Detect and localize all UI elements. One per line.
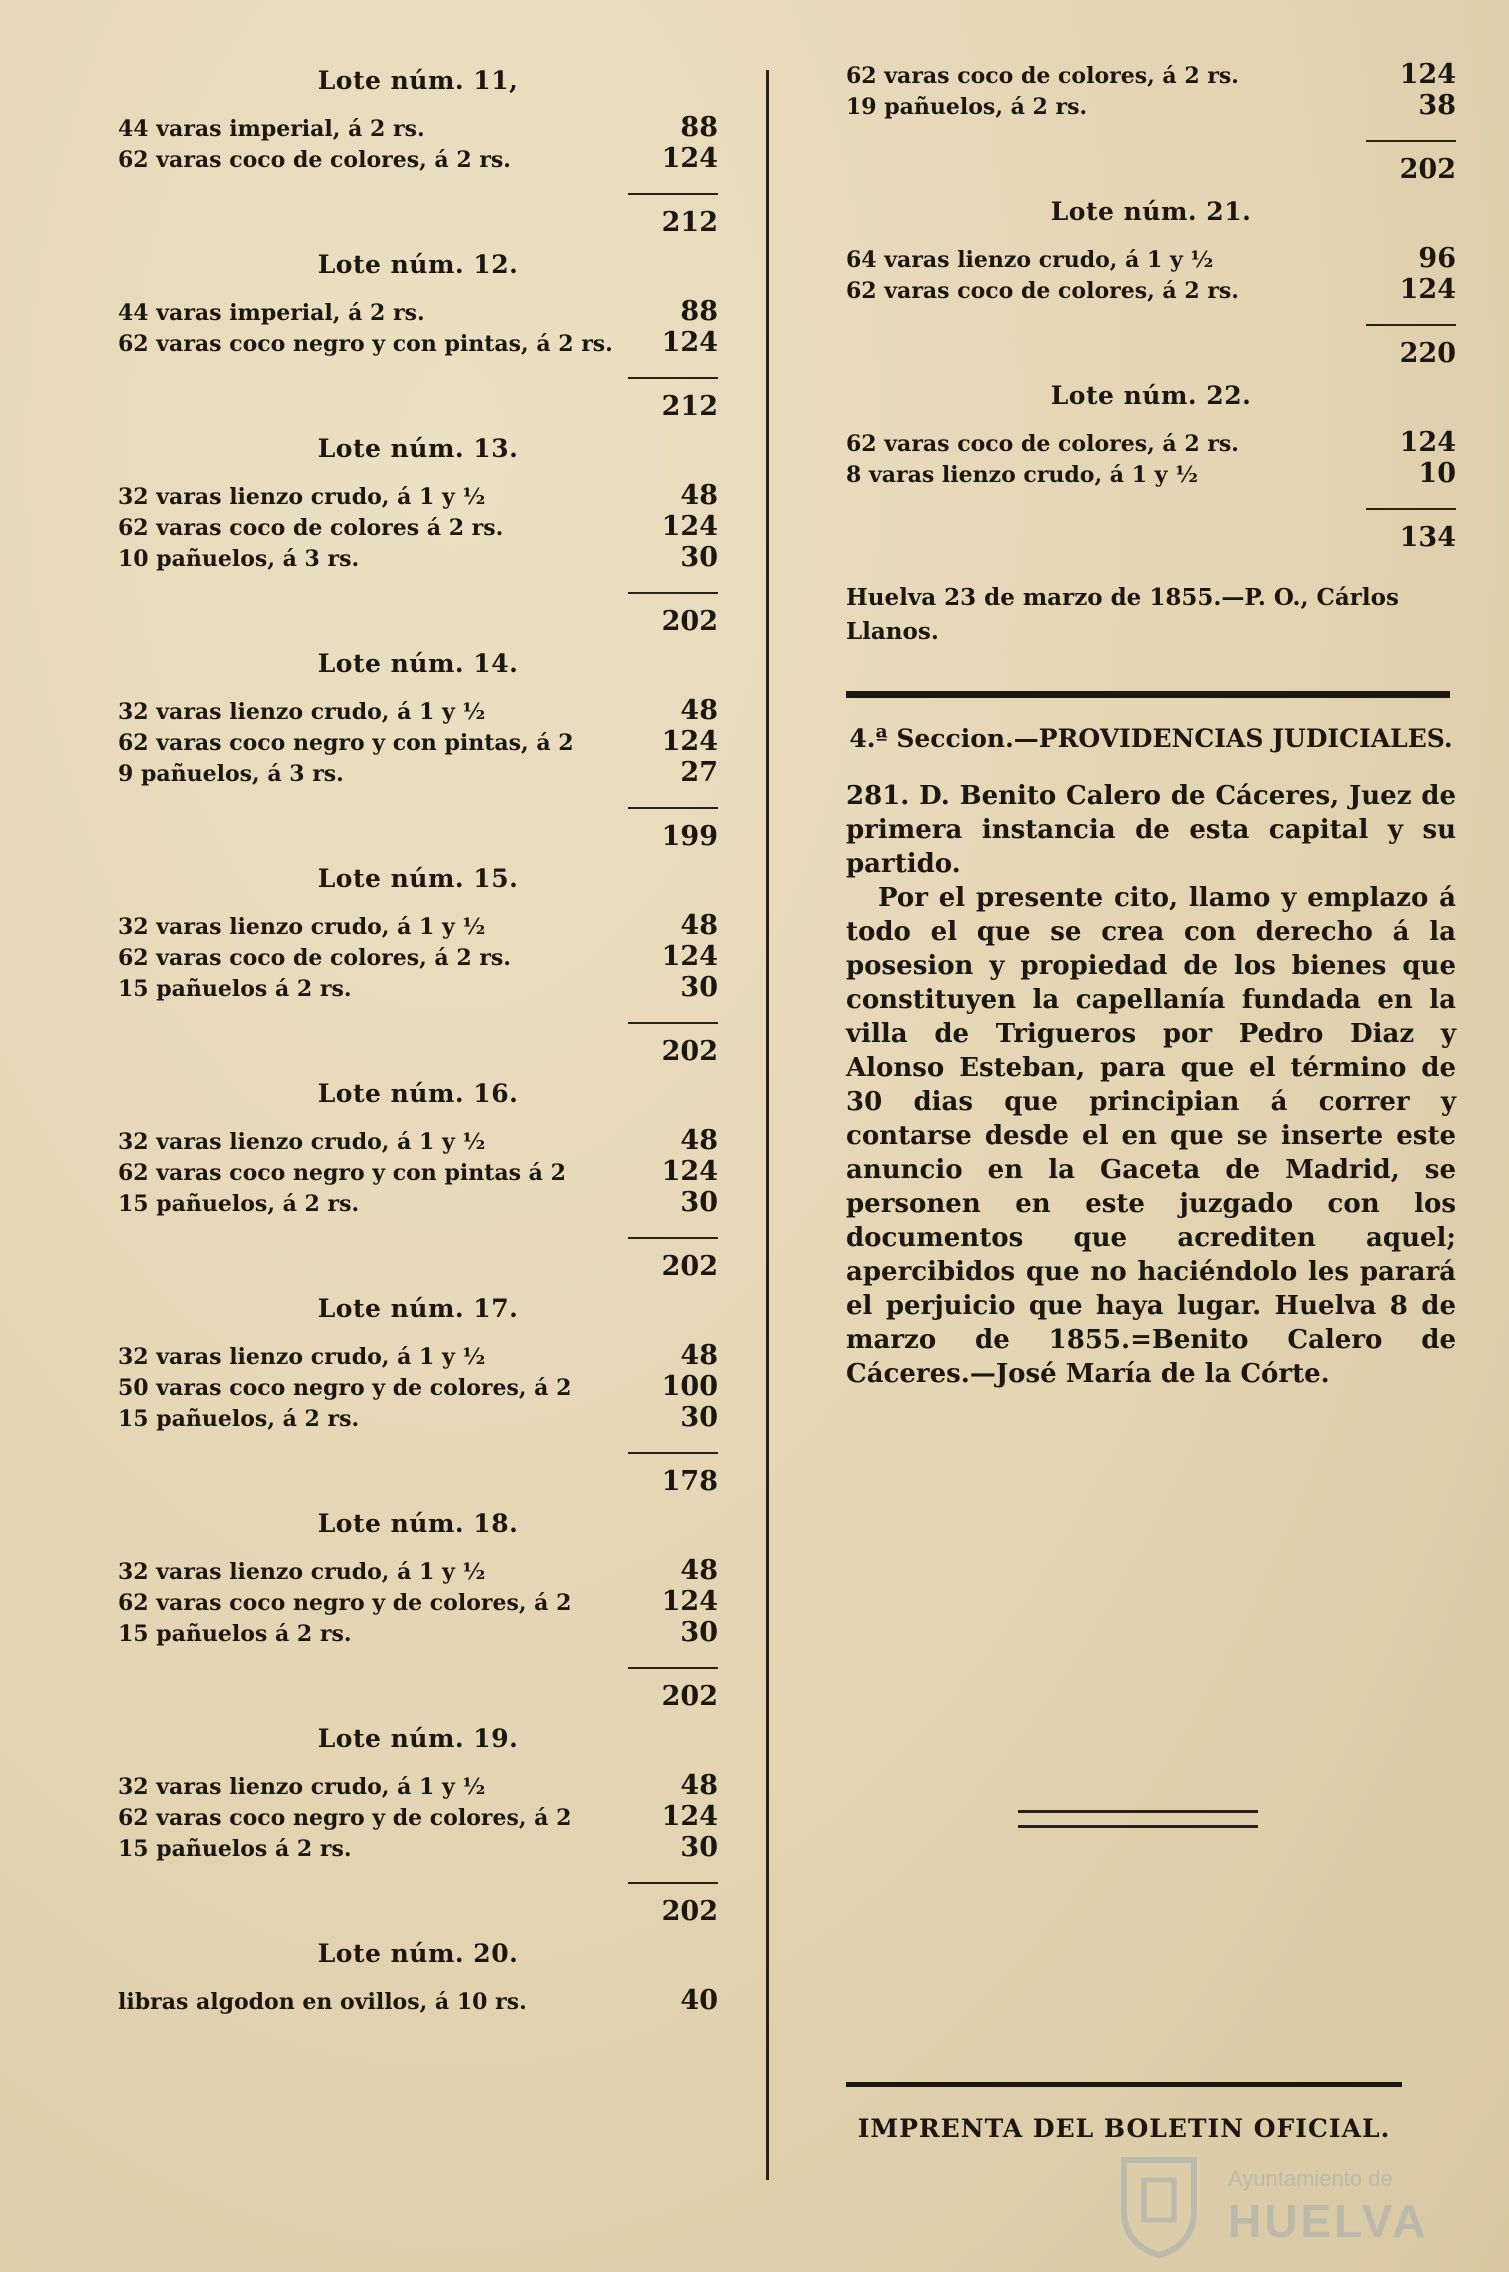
column-divider: [766, 70, 769, 2180]
item-description: 19 pañuelos, á 2 rs.: [846, 94, 1088, 120]
lot-item: [118, 727, 718, 758]
lot-block: [118, 434, 718, 637]
lot-item: [118, 1403, 718, 1434]
notice-heading: D. Benito Calero de Cáceres, Juez de primera instancia de esta capital y su partido.: [846, 781, 1456, 879]
notice-body: Por el presente cito, llamo y emplazo á todo el que se crea con derecho á la posesion y propiedad de los bienes que constituyen la capellanía fundada en la villa de Trigueros por Pedro Diaz y Alonso Esteban, para que el término de 30 dias que principian á correr y contarse desde el en que se inserte este anuncio en la Gaceta de Madrid, se personen en este juzgado con los documentos que acrediten aquel; apercibidos que no haciéndolo les parará el perjuicio que haya lugar. Huelva 8 de marzo de 1855.=Benito Calero de Cáceres.—José María de la Córte.: [846, 883, 1456, 1389]
coat-of-arms-icon: [1104, 2150, 1214, 2260]
item-amount: 30: [680, 542, 718, 573]
item-description: 15 pañuelos, á 2 rs.: [118, 1406, 360, 1432]
lot-item: [118, 512, 718, 543]
printer-imprint: IMPRENTA DEL BOLETIN OFICIAL.: [857, 2114, 1391, 2143]
item-description: 62 varas coco de colores á 2 rs.: [118, 515, 504, 541]
lot-total-row: [118, 1653, 718, 1712]
lot-title: Lote núm. 22.: [1050, 381, 1252, 410]
spacer: [118, 2017, 718, 2025]
lot-item: [846, 459, 1456, 490]
item-description: 32 varas lienzo crudo, á 1 y ½: [118, 914, 486, 940]
lot-title: Lote núm. 15.: [317, 864, 519, 893]
lot-title: Lote núm. 12.: [317, 250, 519, 279]
item-amount: 124: [1399, 274, 1456, 305]
item-amount: 48: [680, 695, 718, 726]
item-description: 62 varas coco de colores, á 2 rs.: [118, 147, 511, 173]
item-amount: 124: [661, 1801, 718, 1832]
signature-line: Huelva 23 de marzo de 1855.—P. O., Cárlos Llanos.: [846, 584, 1399, 645]
lot-total: 134: [1366, 508, 1456, 553]
lot-block: [118, 1079, 718, 1282]
item-amount: 30: [680, 1617, 718, 1648]
lot-title: Lote núm. 20.: [317, 1939, 519, 1968]
lot-total: 202: [1366, 140, 1456, 185]
lot-total-row: [846, 126, 1456, 185]
item-description: 8 varas lienzo crudo, á 1 y ½: [846, 462, 1199, 488]
item-description: 62 varas coco negro y de colores, á 2: [118, 1805, 572, 1831]
item-amount: 38: [1418, 90, 1456, 121]
lot-total-row: [118, 1868, 718, 1927]
item-description: 15 pañuelos, á 2 rs.: [118, 1191, 360, 1217]
item-amount: 30: [680, 1402, 718, 1433]
item-description: 32 varas lienzo crudo, á 1 y ½: [118, 1129, 486, 1155]
lot-title: Lote núm. 19.: [317, 1724, 519, 1753]
archive-watermark: [1104, 2150, 1444, 2260]
lot-item: [118, 1802, 718, 1833]
lot-block: [118, 1294, 718, 1497]
lot-item: [118, 1587, 718, 1618]
item-description: 32 varas lienzo crudo, á 1 y ½: [118, 1344, 486, 1370]
item-amount: 124: [661, 1586, 718, 1617]
lot-item: [118, 1188, 718, 1219]
section-title: 4.ª Seccion.—PROVIDENCIAS JUDICIALES.: [849, 724, 1453, 753]
item-amount: 124: [661, 511, 718, 542]
item-description: 44 varas imperial, á 2 rs.: [118, 300, 425, 326]
lot-title: Lote núm. 16.: [317, 1079, 519, 1108]
lot-title: Lote núm. 13.: [317, 434, 519, 463]
lot-block: [118, 864, 718, 1067]
lot-item: [118, 973, 718, 1004]
lot-item: [846, 91, 1456, 122]
item-description: 64 varas lienzo crudo, á 1 y ½: [846, 247, 1214, 273]
lot-total: 202: [628, 1667, 718, 1712]
ornamental-rule: [1018, 1810, 1258, 1828]
lot-item: [118, 1833, 718, 1864]
lot-total-row: [118, 1008, 718, 1067]
lot-block: [118, 66, 718, 238]
item-description: 62 varas coco negro y de colores, á 2: [118, 1590, 572, 1616]
lot-block: [118, 250, 718, 422]
lot-item: [846, 428, 1456, 459]
item-amount: 48: [680, 1125, 718, 1156]
lot-total: 202: [628, 1022, 718, 1067]
item-description: 62 varas coco negro y con pintas, á 2: [118, 730, 574, 756]
item-amount: 30: [680, 1832, 718, 1863]
lot-title: Lote núm. 17.: [317, 1294, 519, 1323]
item-amount: 88: [680, 296, 718, 327]
footer-rule: [846, 2082, 1402, 2087]
judicial-notice: [846, 779, 1456, 1391]
item-description: 62 varas coco de colores, á 2 rs.: [846, 431, 1239, 457]
item-description: 62 varas coco negro y con pintas á 2: [118, 1160, 566, 1186]
lot-item: [846, 244, 1456, 275]
lot-item: [118, 758, 718, 789]
lot-total-row: [118, 363, 718, 422]
lot-item: [118, 696, 718, 727]
item-amount: 48: [680, 1555, 718, 1586]
lot-total: 178: [628, 1452, 718, 1497]
lot-total-row: [118, 793, 718, 852]
lot-item: [846, 60, 1456, 91]
item-amount: 124: [1399, 59, 1456, 90]
item-description: 44 varas imperial, á 2 rs.: [118, 116, 425, 142]
item-description: 15 pañuelos á 2 rs.: [118, 1621, 352, 1647]
item-description: 9 pañuelos, á 3 rs.: [118, 761, 344, 787]
lot-total-row: [846, 494, 1456, 553]
item-amount: 48: [680, 480, 718, 511]
lot-total-row: [846, 310, 1456, 369]
lot-total-row: [118, 1223, 718, 1282]
item-description: 62 varas coco de colores, á 2 rs.: [118, 945, 511, 971]
lot-item: [118, 1771, 718, 1802]
lot-item: [118, 1341, 718, 1372]
notice-number: 281.: [846, 781, 910, 811]
lot-total-row: [118, 1438, 718, 1497]
right-lots: [846, 60, 1456, 553]
item-description: 10 pañuelos, á 3 rs.: [118, 546, 360, 572]
item-description: 15 pañuelos á 2 rs.: [118, 1836, 352, 1862]
item-description: 32 varas lienzo crudo, á 1 y ½: [118, 1774, 486, 1800]
section-separator: [846, 691, 1450, 698]
item-amount: 10: [1418, 458, 1456, 489]
lot-total: 220: [1366, 324, 1456, 369]
lot-item: [118, 911, 718, 942]
lot-item: [118, 144, 718, 175]
item-amount: 48: [680, 1770, 718, 1801]
lot-item: [118, 1126, 718, 1157]
lot-item: [118, 1157, 718, 1188]
item-amount: 124: [661, 327, 718, 358]
lot-item: [118, 942, 718, 973]
lot-title: Lote núm. 14.: [317, 649, 519, 678]
lot-item: [118, 1372, 718, 1403]
left-column: [118, 60, 718, 2035]
item-description: libras algodon en ovillos, á 10 rs.: [118, 1989, 527, 2015]
item-description: 50 varas coco negro y de colores, á 2: [118, 1375, 572, 1401]
item-amount: 30: [680, 972, 718, 1003]
lot-block: [846, 197, 1456, 369]
lot-block: [846, 381, 1456, 553]
item-description: 62 varas coco de colores, á 2 rs.: [846, 278, 1239, 304]
lot-item: [118, 328, 718, 359]
item-description: 32 varas lienzo crudo, á 1 y ½: [118, 484, 486, 510]
item-description: 62 varas coco negro y con pintas, á 2 rs.: [118, 331, 613, 357]
item-amount: 27: [680, 757, 718, 788]
lot-title: Lote núm. 11,: [317, 66, 519, 95]
lot-total: 202: [628, 1237, 718, 1282]
lot-total: 212: [628, 193, 718, 238]
lot-total: 202: [628, 1882, 718, 1927]
lot-item: [118, 481, 718, 512]
lot-title: Lote núm. 21.: [1050, 197, 1252, 226]
lot-total: 199: [628, 807, 718, 852]
lot-title: Lote núm. 18.: [317, 1509, 519, 1538]
item-amount: 88: [680, 112, 718, 143]
item-amount: 124: [661, 941, 718, 972]
lot-block: [118, 649, 718, 852]
item-amount: 96: [1418, 243, 1456, 274]
item-amount: 100: [661, 1371, 718, 1402]
lot-block: [118, 1939, 718, 2025]
lot-item: [118, 297, 718, 328]
lot-item: [118, 1986, 718, 2017]
lot-item: [846, 275, 1456, 306]
lot-total-row: [118, 179, 718, 238]
item-description: 62 varas coco de colores, á 2 rs.: [846, 63, 1239, 89]
item-amount: 124: [661, 1156, 718, 1187]
item-amount: 48: [680, 910, 718, 941]
item-description: 15 pañuelos á 2 rs.: [118, 976, 352, 1002]
watermark-line2: HUELVA: [1228, 2195, 1429, 2247]
item-amount: 124: [1399, 427, 1456, 458]
item-amount: 40: [680, 1985, 718, 2016]
item-description: 32 varas lienzo crudo, á 1 y ½: [118, 1559, 486, 1585]
lot-block: [118, 1724, 718, 1927]
lot-item: [118, 543, 718, 574]
item-amount: 30: [680, 1187, 718, 1218]
lot-block: [846, 60, 1456, 185]
item-amount: 124: [661, 726, 718, 757]
lot-item: [118, 1618, 718, 1649]
watermark-line1: Ayuntamiento de: [1228, 2166, 1393, 2191]
lot-total: 202: [628, 592, 718, 637]
item-description: 32 varas lienzo crudo, á 1 y ½: [118, 699, 486, 725]
lot-item: [118, 1556, 718, 1587]
lot-item: [118, 113, 718, 144]
right-column: [846, 60, 1456, 1391]
item-amount: 48: [680, 1340, 718, 1371]
lot-block: [118, 1509, 718, 1712]
lot-total-row: [118, 578, 718, 637]
lot-total: 212: [628, 377, 718, 422]
item-amount: 124: [661, 143, 718, 174]
